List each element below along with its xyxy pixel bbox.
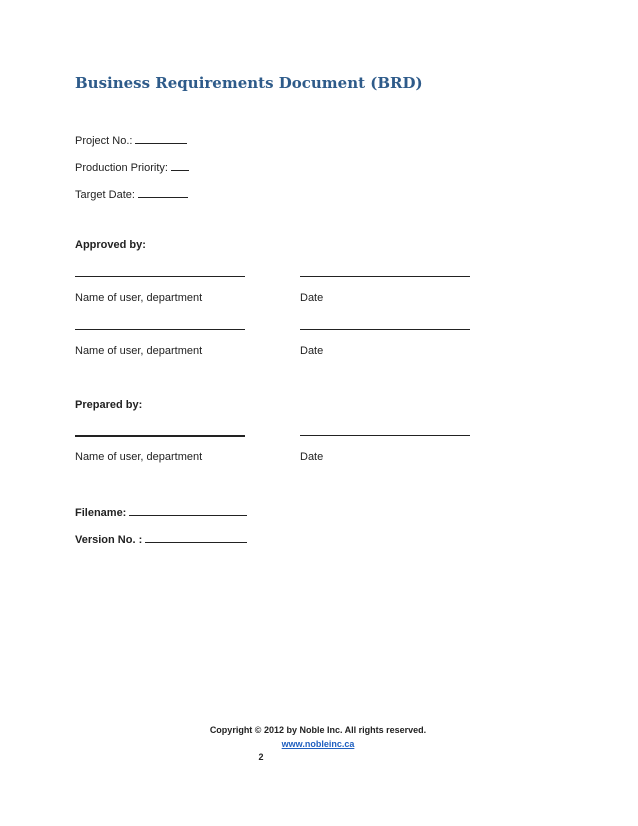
page-number: 2 — [258, 752, 264, 762]
filename-field — [75, 504, 247, 519]
production-priority-blank — [171, 159, 189, 171]
production-priority-field — [75, 159, 189, 174]
approver-1-signature-line — [75, 276, 245, 277]
approved-by-heading: Approved by: — [75, 239, 146, 251]
version-field — [75, 531, 247, 546]
project-no-label: Project No.: — [75, 135, 133, 147]
page-title: Business Requirements Document (BRD) — [75, 74, 423, 92]
filename-label: Filename: — [75, 507, 127, 519]
approver-2-date-label: Date — [300, 345, 324, 357]
filename-blank — [129, 504, 247, 516]
footer-website-link[interactable]: www.nobleinc.ca — [281, 739, 355, 749]
approver-2-name-label: Name of user, department — [75, 345, 203, 357]
project-no-blank — [135, 132, 187, 144]
preparer-date-label: Date — [300, 451, 324, 463]
production-priority-label: Production Priority: — [75, 162, 168, 174]
target-date-label: Target Date: — [75, 189, 135, 201]
approver-1-date-label: Date — [300, 292, 324, 304]
approver-1-name-label: Name of user, department — [75, 292, 203, 304]
version-label: Version No. : — [75, 534, 143, 546]
preparer-signature-line — [75, 435, 245, 437]
preparer-date-line — [300, 435, 470, 436]
prepared-by-heading: Prepared by: — [75, 399, 143, 411]
approver-1-date-line — [300, 276, 470, 277]
footer-copyright: Copyright © 2012 by Noble Inc. All rights reserved. — [209, 725, 427, 735]
preparer-name-label: Name of user, department — [75, 451, 203, 463]
target-date-field — [75, 186, 188, 201]
approver-2-signature-line — [75, 329, 245, 330]
approver-2-date-line — [300, 329, 470, 330]
version-blank — [145, 531, 247, 543]
project-no-field — [75, 132, 187, 147]
target-date-blank — [138, 186, 188, 198]
